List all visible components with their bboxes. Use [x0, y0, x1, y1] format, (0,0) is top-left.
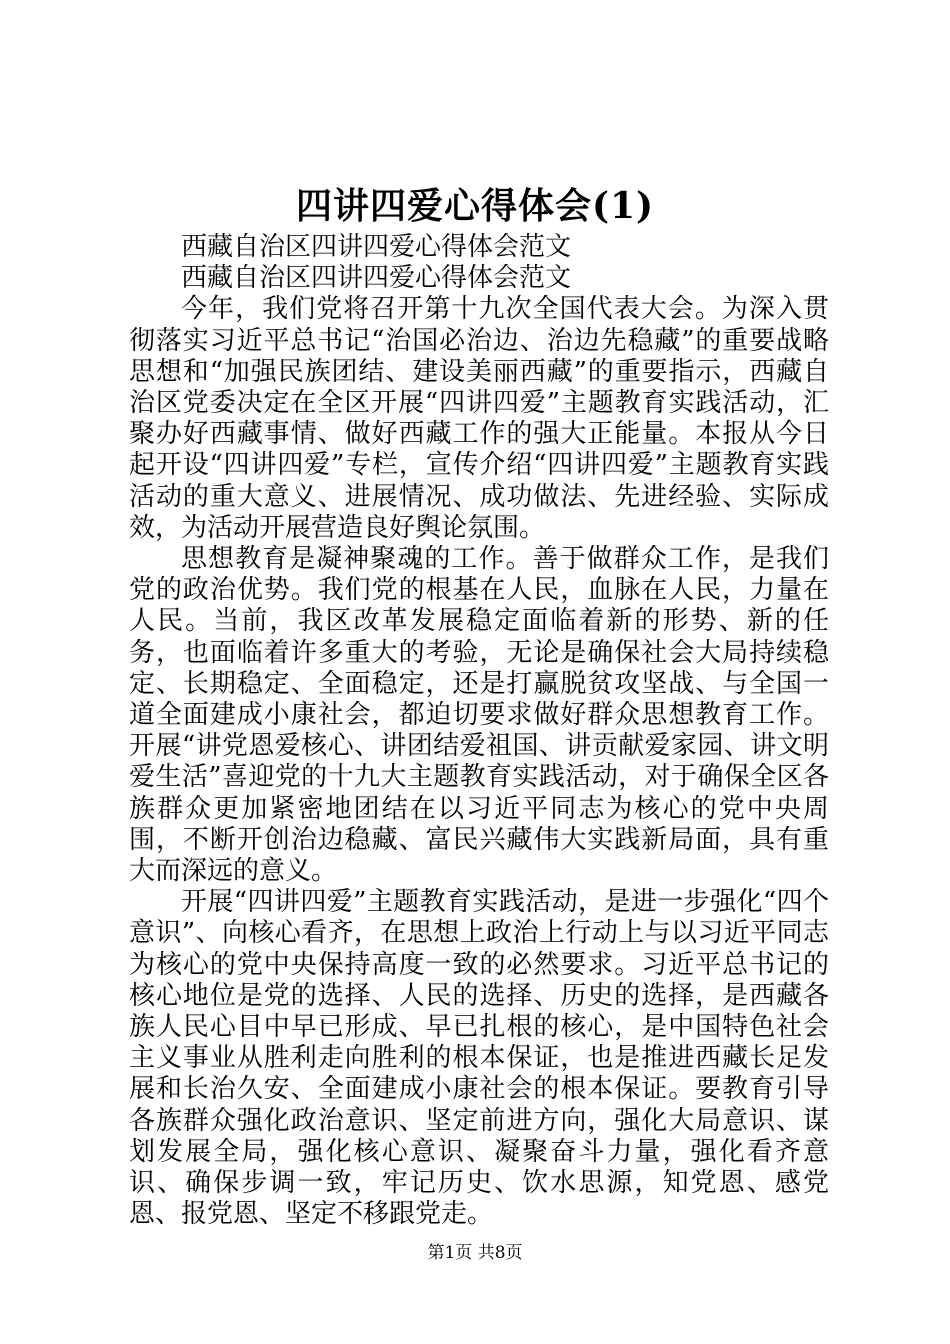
page-number: 第1页 共8页 — [427, 1243, 523, 1263]
body-paragraph: 思想教育是凝神聚魂的工作。善于做群众工作，是我们党的政治优势。我们党的根基在人民，血脉在人民，力量在人民。当前，我区改革发展稳定面临着新的形势、新的任务，也面临着许多重大的考验，无论是确保社会大局持续稳定、长期稳定、全面稳定，还是打赢脱贫攻坚战、与全国一道全面建成小康社会，都迫切要求做好群众思想教育工作。开展“讲党恩爱核心、讲团结爱祖国、讲贡献爱家园、讲文明爱生活”喜迎党的十九大主题教育实践活动，对于确保全区各族群众更加紧密地团结在以习近平同志为核心的党中央周围，不断开创治边稳藏、富民兴藏伟大实践新局面，具有重大而深远的意义。 — [129, 544, 829, 887]
subtitle-line: 西藏自治区四讲四爱心得体会范文 — [181, 263, 572, 294]
subtitle-line: 西藏自治区四讲四爱心得体会范文 — [181, 232, 572, 262]
body-paragraph: 今年，我们党将召开第十九次全国代表大会。为深入贯彻落实习近平总书记“治国必治边、治边先稳藏”的重要战略思想和“加强民族团结、建设美丽西藏”的重要指示，西藏自治区党委决定在全区开展“四讲四爱”主题教育实践活动，汇聚办好西藏事情、做好西藏工作的强大正能量。本报从今日起开设“四讲四爱”专栏，宣传介绍“四讲四爱”主题教育实践活动的重大意义、进展情况、成功做法、先进经验、实际成效，为活动开展营造良好舆论氛围。 — [129, 294, 829, 543]
document-title: 四讲四爱心得体会(1) — [295, 185, 655, 227]
body-paragraph: 开展“四讲四爱”主题教育实践活动，是进一步强化“四个意识”、向核心看齐，在思想上政治上行动上与以习近平同志为核心的党中央保持高度一致的必然要求。习近平总书记的核心地位是党的选择、人民的选择、历史的选择，是西藏各族人民心目中早已形成、早已扎根的核心，是中国特色社会主义事业从胜利走向胜利的根本保证，也是推进西藏长足发展和长治久安、全面建成小康社会的根本保证。要教育引导各族群众强化政治意识、坚定前进方向，强化大局意识、谋划发展全局，强化核心意识、凝聚奋斗力量，强化看齐意识、确保步调一致，牢记历史、饮水思源，知党恩、感党恩、报党恩、坚定不移跟党走。 — [129, 887, 829, 1230]
document-body — [129, 232, 829, 1231]
